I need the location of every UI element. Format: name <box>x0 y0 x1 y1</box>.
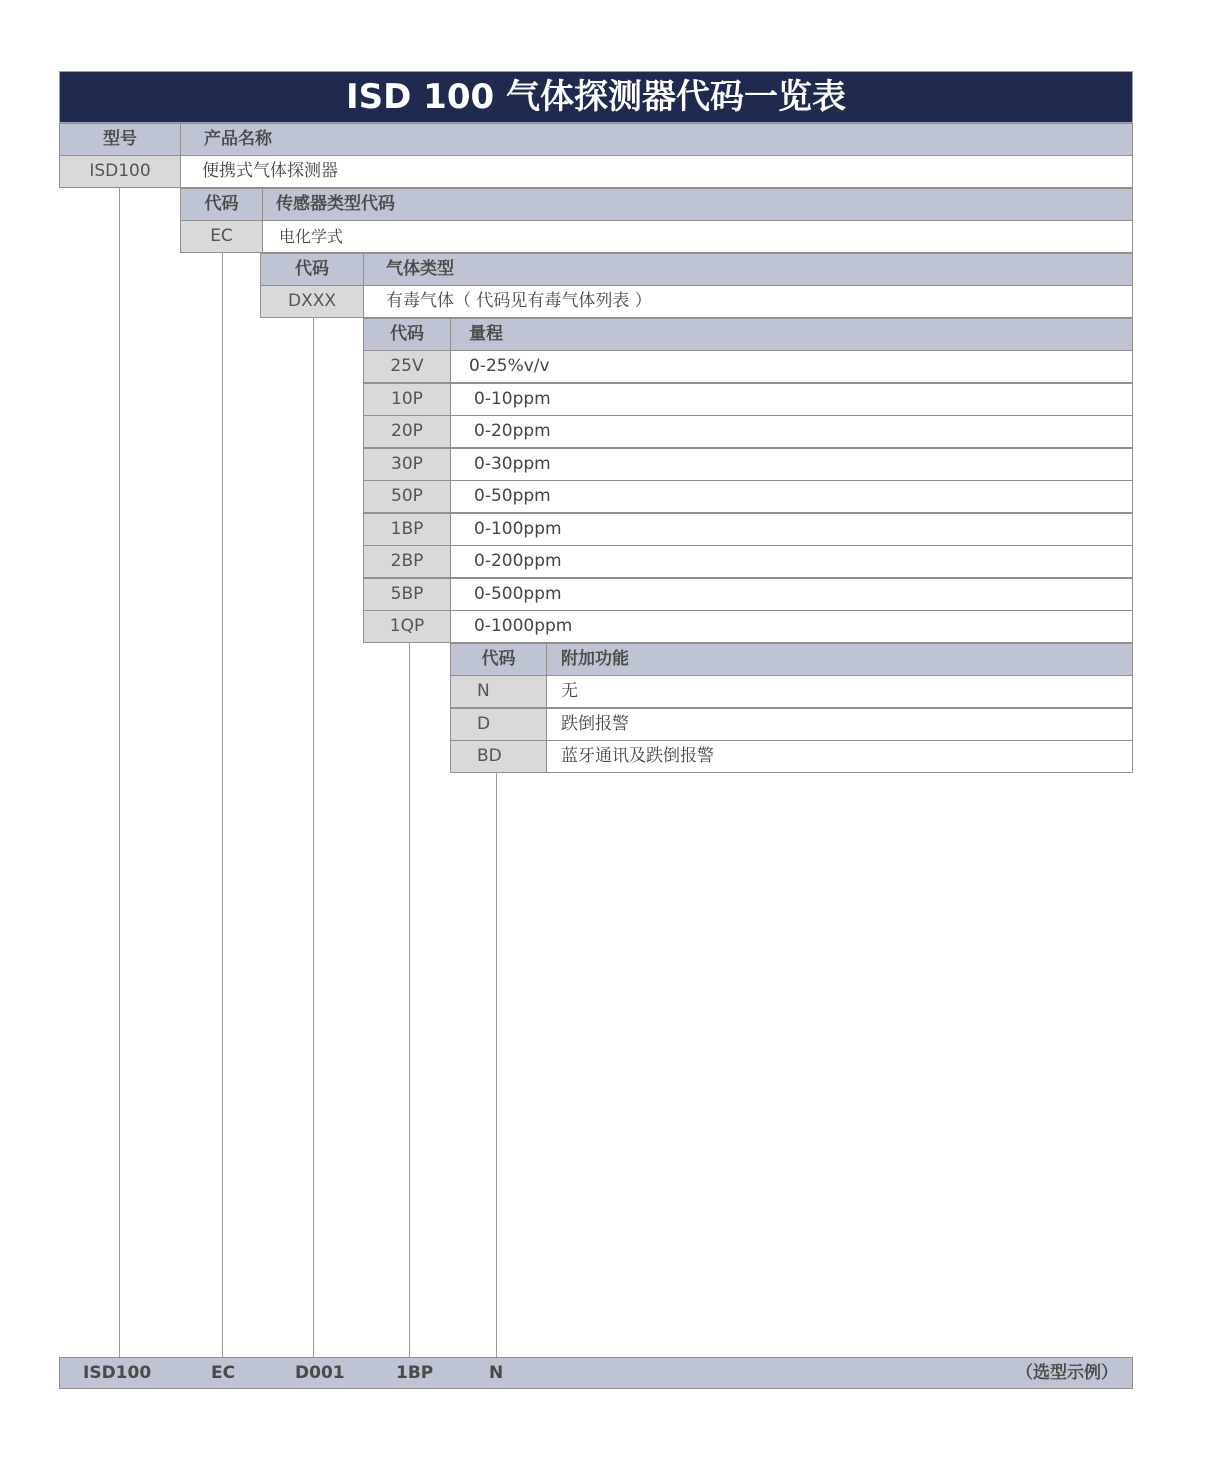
range-value: 0-200ppm <box>450 545 1133 578</box>
model-code: ISD100 <box>59 155 181 188</box>
range-code: 5BP <box>363 578 451 611</box>
connector-line-range <box>409 643 410 1357</box>
range-code: 10P <box>363 383 451 416</box>
range-code: 2BP <box>363 545 451 578</box>
gas-code: DXXX <box>260 285 364 318</box>
gas-type: 有毒气体（ 代码见有毒气体列表 ） <box>363 285 1133 318</box>
range-code: 1QP <box>363 610 451 643</box>
function-code: N <box>450 675 547 708</box>
range-value: 0-30ppm <box>450 448 1133 481</box>
gas-type-header: 气体类型 <box>363 253 1133 286</box>
range-code: 20P <box>363 415 451 448</box>
page-title: ISD 100 气体探测器代码一览表 <box>59 71 1133 123</box>
example-label: （选型示例） <box>1016 1363 1118 1383</box>
range-value: 0-25%v/v <box>450 350 1133 383</box>
product-name: 便携式气体探测器 <box>180 155 1133 188</box>
connector-line-sensor <box>222 253 223 1357</box>
sensor-code: EC <box>180 220 263 253</box>
range-code: 1BP <box>363 513 451 546</box>
range-value: 0-1000ppm <box>450 610 1133 643</box>
range-code-header: 代码 <box>363 318 451 351</box>
range-header: 量程 <box>450 318 1133 351</box>
range-value: 0-50ppm <box>450 480 1133 513</box>
example-gas: D001 <box>295 1363 345 1383</box>
range-value: 0-10ppm <box>450 383 1133 416</box>
sensor-type: 电化学式 <box>262 220 1133 253</box>
function-code: D <box>450 708 547 741</box>
function-code-header: 代码 <box>450 643 547 676</box>
example-bar <box>59 1357 1133 1389</box>
connector-line-function <box>496 773 497 1357</box>
function-value: 跌倒报警 <box>546 708 1133 741</box>
model-header: 型号 <box>59 123 181 156</box>
sensor-type-header: 传感器类型代码 <box>262 188 1133 221</box>
product-name-header: 产品名称 <box>180 123 1133 156</box>
range-value: 0-100ppm <box>450 513 1133 546</box>
range-code: 30P <box>363 448 451 481</box>
function-code: BD <box>450 740 547 773</box>
example-sensor: EC <box>211 1363 236 1383</box>
function-value: 无 <box>546 675 1133 708</box>
range-code: 50P <box>363 480 451 513</box>
function-header: 附加功能 <box>546 643 1133 676</box>
example-range: 1BP <box>396 1363 434 1383</box>
function-value: 蓝牙通讯及跌倒报警 <box>546 740 1133 773</box>
example-function: N <box>489 1363 504 1383</box>
sensor-code-header: 代码 <box>180 188 263 221</box>
connector-line-gas <box>313 318 314 1357</box>
range-value: 0-500ppm <box>450 578 1133 611</box>
range-code: 25V <box>363 350 451 383</box>
example-model: ISD100 <box>83 1363 152 1383</box>
connector-line-model <box>119 188 120 1357</box>
range-value: 0-20ppm <box>450 415 1133 448</box>
gas-code-header: 代码 <box>260 253 364 286</box>
